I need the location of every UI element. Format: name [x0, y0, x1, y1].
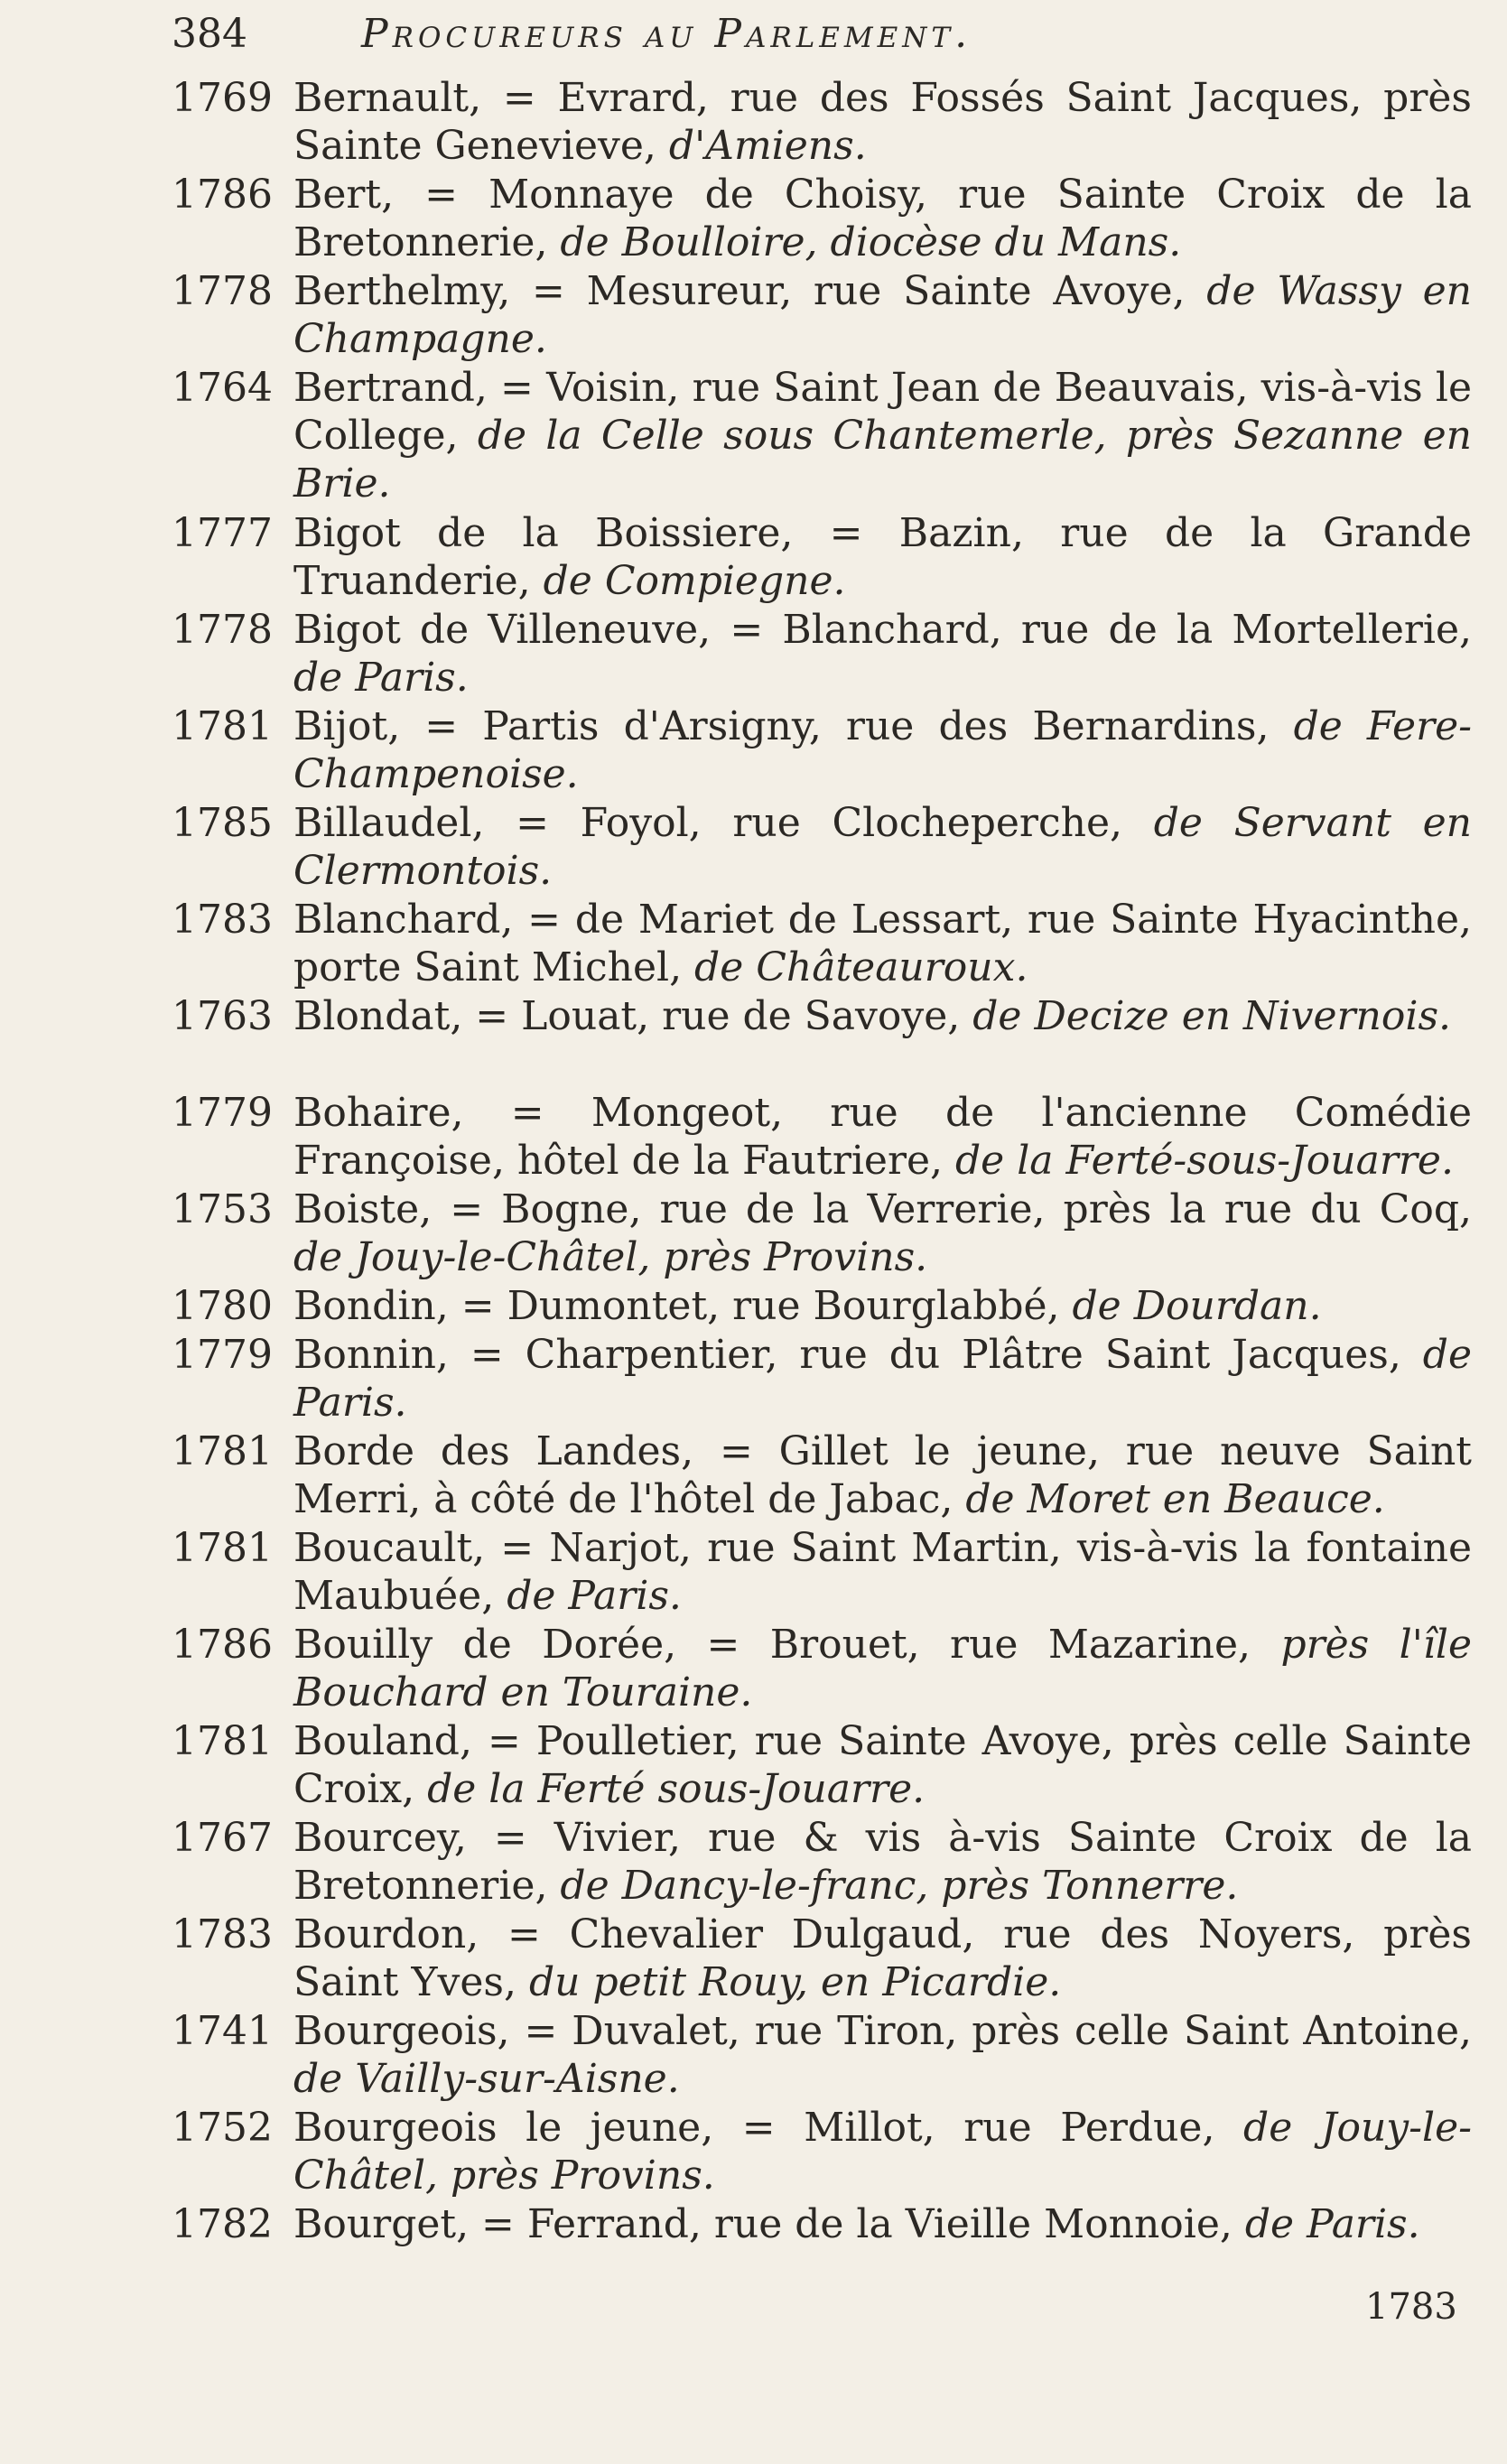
entry-origin: de Paris. [293, 655, 469, 701]
entry-origin: de Wassy en Champagne. [293, 268, 1472, 362]
entry [172, 1911, 1472, 2007]
entry-origin: de la Ferté-sous-Jouarre. [955, 1138, 1454, 1184]
entry-origin: de Jouy-le-Châtel, près Provins. [293, 1234, 928, 1280]
entry-year: 1767 [172, 1815, 273, 1861]
entry-origin: de Dourdan. [1072, 1283, 1322, 1329]
page-number: 384 [172, 11, 247, 57]
entry-origin: de Decize en Nivernois. [972, 993, 1452, 1039]
entry-year: 1779 [172, 1332, 273, 1378]
entry-name: Bourcey, = Vivier, rue & vis à-vis Sainte Croix de la Bretonnerie, [293, 1815, 1472, 1909]
entry-origin: de Paris. [507, 1573, 682, 1619]
entry-name: Billaudel, = Foyol, rue Clocheperche, [293, 800, 1154, 846]
entry-origin: de Châteauroux. [694, 944, 1028, 990]
entry-text [293, 992, 1472, 1040]
entry-year: 1763 [172, 993, 273, 1039]
entry-origin: de Compiegne. [543, 558, 846, 604]
entry-year: 1778 [172, 607, 273, 653]
entry [172, 992, 1472, 1089]
entry-name: Bouland, = Poulletier, rue Sainte Avoye, près celle Sainte Croix, [293, 1718, 1472, 1812]
entry-text [293, 1089, 1472, 1185]
page-header [172, 7, 1472, 61]
entry-year: 1780 [172, 1283, 273, 1329]
entry-text [293, 1427, 1472, 1523]
entry-text [293, 2007, 1472, 2103]
entry-origin: de Servant en Clermontois. [293, 800, 1472, 894]
entry-text [293, 896, 1472, 991]
entry-name: Bourgeois, = Duvalet, rue Tiron, près celle Saint Antoine, [293, 2008, 1472, 2054]
entry-text [293, 2200, 1472, 2248]
entry [172, 896, 1472, 992]
entry-origin: de Paris. [1244, 2201, 1420, 2247]
entry-text [293, 1911, 1472, 2006]
entry [172, 2200, 1472, 2297]
entry-name: Bert, = Monnaye de Choisy, rue Sainte Croix de la Bretonnerie, [293, 172, 1472, 265]
entry [172, 171, 1472, 267]
entry-year: 1778 [172, 268, 273, 314]
entry-year: 1785 [172, 800, 273, 846]
entry-year: 1777 [172, 510, 273, 556]
entry [172, 2007, 1472, 2104]
entry-origin: de la Ferté sous-Jouarre. [427, 1766, 926, 1812]
entry [172, 1524, 1472, 1621]
entry-text [293, 74, 1472, 170]
entry-name: Bernault, = Evrard, rue des Fossés Saint Jacques, près Sainte Genevieve, [293, 75, 1472, 169]
entry-name: Boucault, = Narjot, rue Saint Martin, vis-à-vis la fontaine Maubuée, [293, 1525, 1472, 1619]
entry-name: Bourdon, = Chevalier Dulgaud, rue des Noyers, près Saint Yves, [293, 1911, 1472, 2005]
entry-origin: de Moret en Beauce. [965, 1476, 1385, 1522]
entry-text [293, 267, 1472, 363]
entry-origin: de Jouy-le-Châtel, près Provins. [293, 2105, 1472, 2199]
entry [172, 1331, 1472, 1427]
entry-year: 1753 [172, 1186, 273, 1232]
entry-name: Borde des Landes, = Gillet le jeune, rue neuve Saint Merri, à côté de l'hôtel de Jabac, [293, 1428, 1472, 1522]
entry-text [293, 1282, 1472, 1330]
entry [172, 267, 1472, 364]
entry-year: 1783 [172, 1911, 273, 1957]
entry-name: Bigot de Villeneuve, = Blanchard, rue de la Mortellerie, [293, 607, 1472, 653]
entry-year: 1781 [172, 1525, 273, 1571]
entry-name: Bigot de la Boissiere, = Bazin, rue de la Grande Truanderie, [293, 510, 1472, 604]
entry-text [293, 171, 1472, 266]
entry-origin: de Vailly-sur-Aisne. [293, 2056, 680, 2102]
entry-year: 1779 [172, 1090, 273, 1136]
entry-origin: d'Amiens. [668, 123, 867, 169]
entry [172, 702, 1472, 799]
entry-year: 1783 [172, 897, 273, 943]
entry-origin: de Boulloire, diocèse du Mans. [560, 219, 1182, 265]
catchword: 1783 [1365, 2286, 1457, 2328]
entry-origin: de la Celle sous Chantemerle, près Sezanne en Brie. [293, 413, 1472, 507]
entry-name: Blanchard, = de Mariet de Lessart, rue Sainte Hyacinthe, porte Saint Michel, [293, 897, 1472, 990]
entry-name: Bouilly de Dorée, = Brouet, rue Mazarine, [293, 1622, 1281, 1668]
entry [172, 799, 1472, 896]
entry [172, 1089, 1472, 1186]
entry-text [293, 2104, 1472, 2199]
entry-name: Bourget, = Ferrand, rue de la Vieille Monnoie, [293, 2201, 1245, 2247]
running-title: Procureurs au Parlement. [361, 11, 972, 57]
entry-origin: du petit Rouy, en Picardie. [528, 1959, 1062, 2005]
entry-year: 1786 [172, 172, 273, 218]
entry-name: Bertrand, = Voisin, rue Saint Jean de Beauvais, vis-à-vis le College, [293, 365, 1472, 459]
entry-year: 1764 [172, 365, 273, 411]
entry-name: Blondat, = Louat, rue de Savoye, [293, 993, 973, 1039]
entry [172, 606, 1472, 702]
entry-name: Bijot, = Partis d'Arsigny, rue des Bernardins, [293, 703, 1294, 749]
entry [172, 1621, 1472, 1717]
entry-year: 1781 [172, 1718, 273, 1764]
entry-text [293, 1524, 1472, 1620]
entry [172, 2104, 1472, 2200]
entry-text [293, 364, 1472, 507]
entry-name: Berthelmy, = Mesureur, rue Sainte Avoye, [293, 268, 1207, 314]
entry-year: 1769 [172, 75, 273, 121]
entry-year: 1782 [172, 2201, 273, 2247]
entry-text [293, 1814, 1472, 1910]
entry-text [293, 1717, 1472, 1813]
entry-text [293, 799, 1472, 895]
entry-origin: de Paris. [293, 1332, 1472, 1426]
entry [172, 74, 1472, 171]
entry-list [172, 74, 1472, 2297]
entry-text [293, 1621, 1472, 1716]
entry-name: Bonnin, = Charpentier, rue du Plâtre Saint Jacques, [293, 1332, 1423, 1378]
entry-text [293, 606, 1472, 702]
entry-name: Bourgeois le jeune, = Millot, rue Perdue, [293, 2105, 1244, 2151]
entry-name: Bondin, = Dumontet, rue Bourglabbé, [293, 1283, 1073, 1329]
entry-text [293, 1331, 1472, 1427]
entry [172, 1186, 1472, 1282]
entry [172, 509, 1472, 606]
entry [172, 364, 1472, 509]
entry [172, 1427, 1472, 1524]
entry-origin: de Fere-Champenoise. [293, 703, 1473, 797]
entry-year: 1741 [172, 2008, 273, 2054]
entry-name: Bohaire, = Mongeot, rue de l'ancienne Comédie Françoise, hôtel de la Fautriere, [293, 1090, 1472, 1184]
entry-text [293, 702, 1472, 798]
entry-year: 1752 [172, 2105, 273, 2151]
entry [172, 1814, 1472, 1911]
entry-name: Boiste, = Bogne, rue de la Verrerie, près la rue du Coq, [293, 1186, 1472, 1232]
entry-year: 1781 [172, 1428, 273, 1474]
entry-text [293, 509, 1472, 605]
entry-year: 1781 [172, 703, 273, 749]
entry [172, 1717, 1472, 1814]
entry-origin: de Dancy-le-franc, près Tonnerre. [560, 1863, 1239, 1909]
entry-origin: près l'île Bouchard en Touraine. [293, 1622, 1473, 1716]
entry-text [293, 1186, 1472, 1281]
entry-year: 1786 [172, 1622, 273, 1668]
entry [172, 1282, 1472, 1331]
